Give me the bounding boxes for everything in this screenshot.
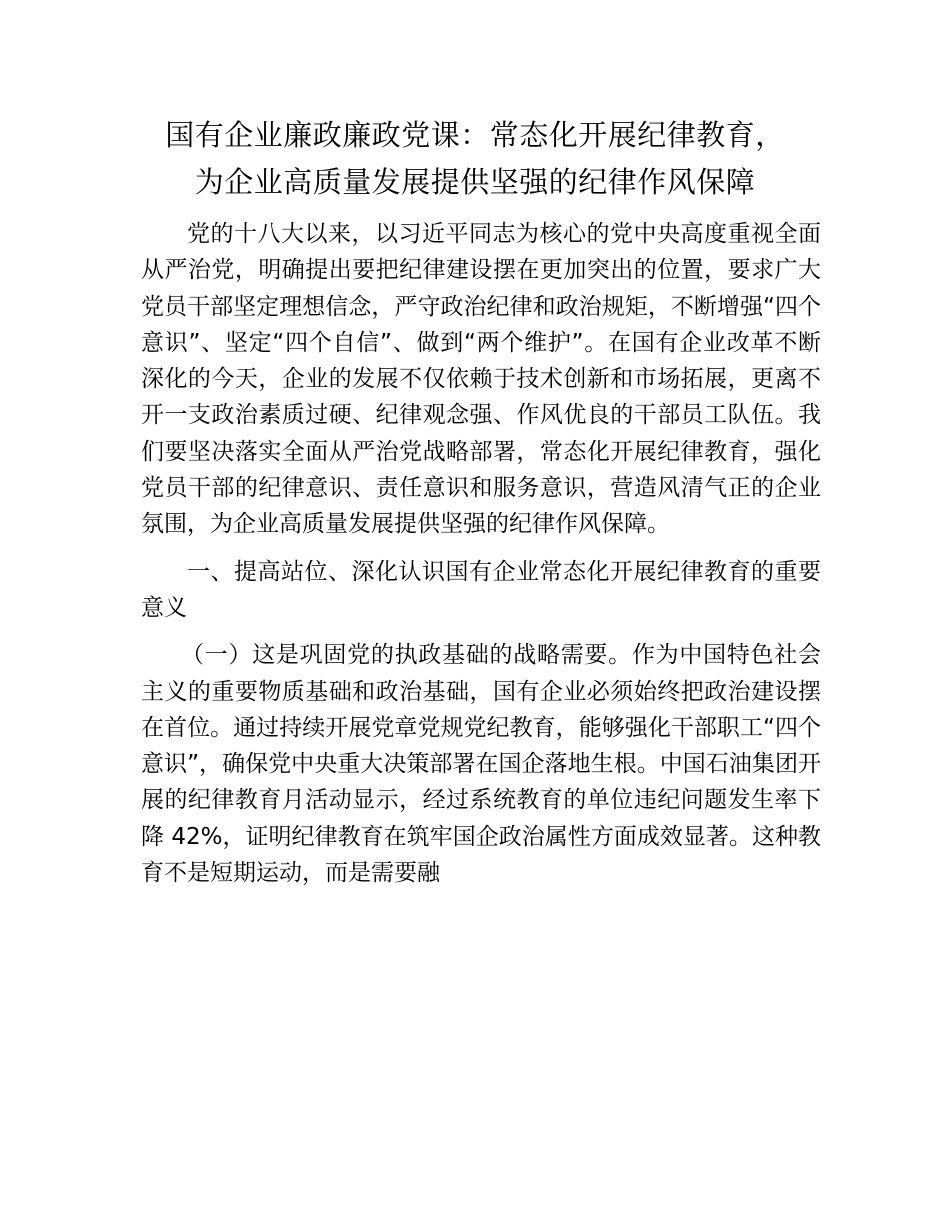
intro-paragraph: 党的十八大以来，以习近平同志为核心的党中央高度重视全面从严治党，明确提出要把纪律建设摆在更加突出的位置，要求广大党员干部坚定理想信念，严守政治纪律和政治规矩，不断增强“四个意识”、坚定“四个自信”、做到“两个维护”。在国有企业改革不断深化的今天，企业的发展不仅依赖于技术创新和市场拓展，更离不开一支政治素质过硬、纪律观念强、作风优良的干部员工队伍。我们要坚决落实全面从严治党战略部署，常态化开展纪律教育，强化党员干部的纪律意识、责任意识和服务意识，营造风清气正的企业氛围，为企业高质量发展提供坚强的纪律作风保障。 [141,221,821,538]
title-line-1: 国有企业廉政廉政党课：常态化开展纪律教育， [165,118,785,152]
section-heading-1: 一、提高站位、深化认识国有企业常态化开展纪律教育的重要意义 [141,558,821,621]
document-title [120,112,830,206]
subsection-paragraph-1: （一）这是巩固党的执政基础的战略需要。作为中国特色社会主义的重要物质基础和政治基础，国有企业必须始终把政治建设摆在首位。通过持续开展党章党规党纪教育，能够强化干部职工“四个意识”，确保党中央重大决策部署在国企落地生根。中国石油集团开展的纪律教育月活动显示，经过系统教育的单位违纪问题发生率下降 42%，证明纪律教育在筑牢国企政治属性方面成效显著。这种教育不是短期运动，而是需要融 [141,642,821,887]
title-line-2: 为企业高质量发展提供坚强的纪律作风保障 [194,165,756,199]
document-body [141,216,821,891]
